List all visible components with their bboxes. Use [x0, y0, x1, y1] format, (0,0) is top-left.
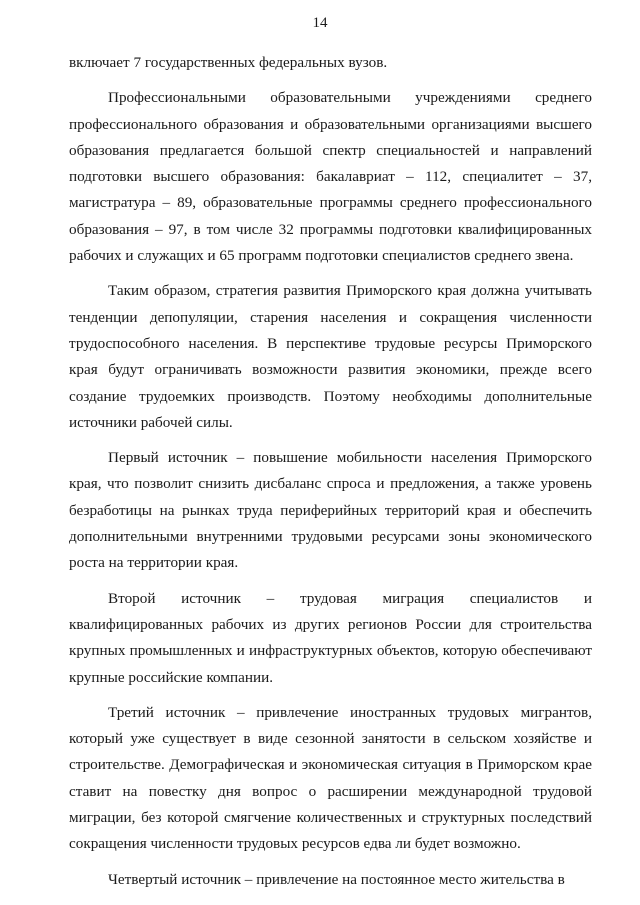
document-body	[69, 50, 592, 893]
paragraph-third-source: Третий источник – привлечение иностранных трудовых мигрантов, который уже существует в виде сезонной занятости в сельском хозяйстве и строительстве. Демографическая и экономическая ситуация в Приморском крае ставит на повестку дня вопрос о расширении международной трудовой миграции, без которой смягчение количественных и структурных последствий сокращения численности трудовых ресурсов едва ли будет возможно.	[69, 703, 592, 853]
paragraph-education-programs: Профессиональными образовательными учреждениями среднего профессионального образования и образовательными организациями высшего образования предлагается большой спектр специальностей и направлений подготовки высшего образования: бакалавриат – 112, специалитет – 37, магистратура – 89, образовательные программы среднего профессионального образования – 97, в том числе 32 программы подготовки квалифицированных рабочих и служащих и 65 программ подготовки специалистов среднего звена.	[69, 89, 592, 265]
paragraph-first-source: Первый источник – повышение мобильности населения Приморского края, что позволит снизить дисбаланс спроса и предложения, а также уровень безработицы на рынках труда периферийных территорий края и обеспечить дополнительными внутренними трудовыми ресурсами зоны экономического роста на территории края.	[69, 449, 592, 572]
page-number: 14	[312, 15, 328, 31]
paragraph-fourth-source: Четвертый источник – привлечение на постоянное место жительства в	[108, 870, 565, 888]
paragraph-strategy: Таким образом, стратегия развития Приморского края должна учитывать тенденции депопуляции, старения населения и сокращения численности трудоспособного населения. В перспективе трудовые ресурсы Приморского края будут ограничивать возможности развития экономики, прежде всего создание трудоемких производств. Поэтому необходимы дополнительные источники рабочей силы.	[69, 282, 592, 431]
paragraph-continuation: включает 7 государственных федеральных вузов.	[69, 54, 388, 71]
paragraph-second-source: Второй источник – трудовая миграция специалистов и квалифицированных рабочих из других регионов России для строительства крупных промышленных и инфраструктурных объектов, которую обеспечивают крупные российские компании.	[69, 589, 592, 686]
